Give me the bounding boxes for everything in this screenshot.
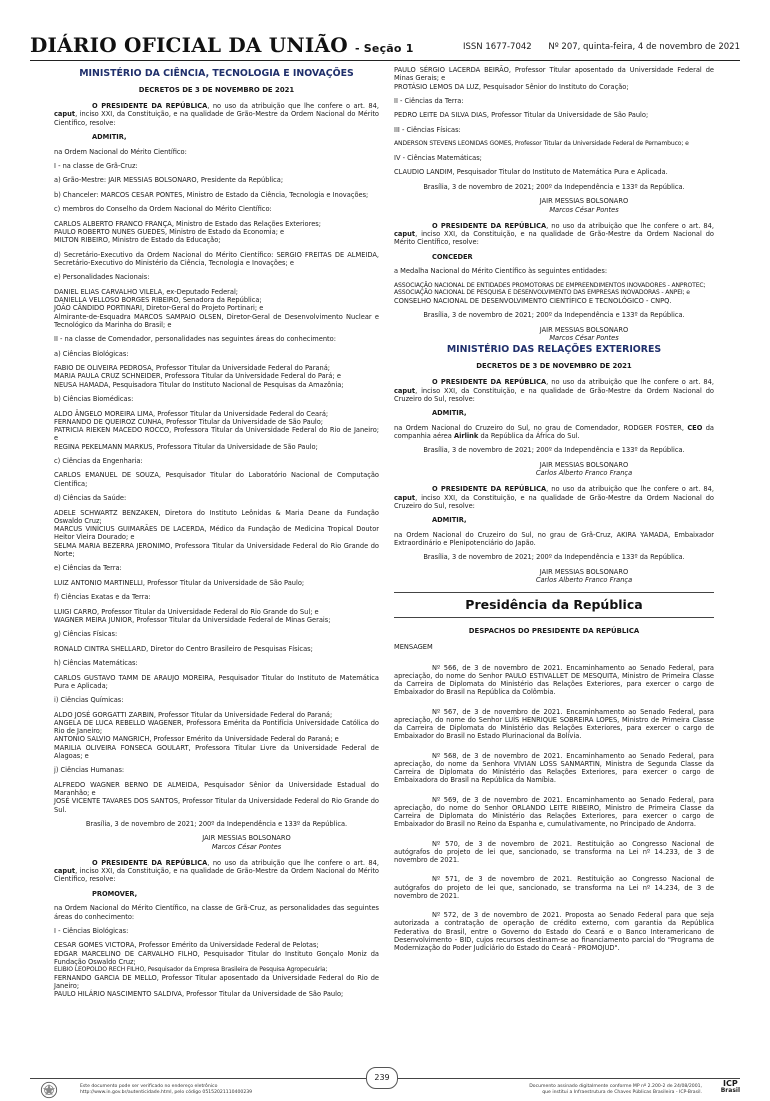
signature-minister: Marcos César Pontes xyxy=(549,205,619,214)
text-part: na Ordem Nacional do Cruzeiro do Sul, no grau de Comendador, RODGER FOSTER, xyxy=(394,423,684,432)
icp-logo-subtext: Brasil xyxy=(720,1087,740,1094)
text-part: da República da África do Sul. xyxy=(478,431,580,440)
list-item: FERNANDO GARCIA DE MELLO, Professor Titular aposentado da Universidade Federal do Rio de Janeiro; xyxy=(54,973,379,990)
signature-block xyxy=(114,834,379,851)
paragraph: c) Ciências da Engenharia: xyxy=(54,456,143,465)
list-item: PEDRO LEITE DA SILVA DIAS, Professor Titular da Universidade de São Paulo; xyxy=(394,111,649,120)
intro-bold: O PRESIDENTE DA REPÚBLICA xyxy=(432,221,547,230)
list-item: JOÃO CÂNDIDO PORTINARI, Diretor-Geral do Projeto Portinari; e xyxy=(54,304,264,313)
paragraph: a) Ciências Biológicas: xyxy=(54,349,129,358)
message-571: Nº 571, de 3 de novembro de 2021. Restituição ao Congresso Nacional de autógrafos do projeto de lei que, sancionado, se transforma na Lei nº 14.234, de 3 de novembro de 2021. xyxy=(394,875,714,900)
intro-end: , inciso XXI, da Constituição, e na qualidade de Grão-Mestre da Ordem Nacional do Cruzeiro do Sul, resolve: xyxy=(394,386,714,403)
verb-admitir: ADMITIR, xyxy=(432,516,467,525)
paragraph: j) Ciências Humanas: xyxy=(54,766,125,775)
message-570: Nº 570, de 3 de novembro de 2021. Restituição ao Congresso Nacional de autógrafos do projeto de lei que, sancionado, se transforma na Lei nº 14.233, de 3 de novembro de 2021. xyxy=(394,839,714,865)
list-item: DANIEL ELIAS CARVALHO VILELA, ex-Deputado Federal; xyxy=(54,287,239,296)
date-line: Brasília, 3 de novembro de 2021; 200º da Independência e 133º da República. xyxy=(423,311,685,320)
list-item: LUIGI CARRO, Professor Titular da Universidade Federal do Rio Grande do Sul; e xyxy=(54,607,319,616)
page-number: 239 xyxy=(366,1067,398,1089)
signature-minister: Marcos César Pontes xyxy=(549,333,619,342)
list-item: CARLOS ALBERTO FRANCO FRANÇA, Ministro de Estado das Relações Exteriores; xyxy=(54,219,321,228)
message-566: Nº 566, de 3 de novembro de 2021. Encaminhamento ao Senado Federal, para apreciação, do nome do Senhor PAULO ESTIVALLET DE MESQUITA, Ministro de Primeira Classe da Carreira de Diplomata do Ministério das Relações Exteriores, para exercer o cargo de Embaixador do Brasil na República da Colômbia. xyxy=(394,663,714,697)
list-item: MARCUS VINÍCIUS GUIMARÃES DE LACERDA, Médico da Fundação de Medicina Tropical Doutor Heitor Vieira Dourado; e xyxy=(54,525,379,542)
decree-title: DECRETOS DE 3 DE NOVEMBRO DE 2021 xyxy=(476,361,632,370)
signature-note xyxy=(529,1084,702,1096)
intro-rest: , no uso da atribuição que lhe confere o art. 84, xyxy=(546,485,714,494)
paragraph: na Ordem Nacional do Mérito Científico: xyxy=(54,147,187,156)
text-bold: Airlink xyxy=(453,431,479,440)
issn: ISSN 1677-7042 xyxy=(463,42,532,52)
verb-conceder: CONCEDER xyxy=(432,252,473,261)
date-line: Brasília, 3 de novembro de 2021; 200º da Independência e 133º da República. xyxy=(423,182,685,191)
intro-bold: O PRESIDENTE DA REPÚBLICA xyxy=(432,485,547,494)
paragraph: II - na classe de Comendador, personalidades nas seguintes áreas do conhecimento: xyxy=(54,335,336,344)
signature-note-line: Documento assinado digitalmente conforme MP nº 2.200-2 de 24/08/2001, xyxy=(529,1084,702,1089)
paragraph: I - Ciências Biológicas: xyxy=(54,926,129,935)
paragraph: f) Ciências Exatas e da Terra: xyxy=(54,593,151,602)
list-item: JOSÉ VICENTE TAVARES DOS SANTOS, Professor Titular da Universidade Federal do Rio Grande do Sul. xyxy=(54,797,379,814)
paragraph: I - na classe de Grã-Cruz: xyxy=(54,162,138,171)
list-item: NEUSA HAMADA, Pesquisadora Titular do Instituto Nacional de Pesquisas da Amazônia; xyxy=(54,380,344,389)
list-item: MARILIA OLIVEIRA FONSECA GOULART, Professora Titular Livre da Universidade Federal de Alagoas; e xyxy=(54,743,379,760)
signature-name: JAIR MESSIAS BOLSONARO xyxy=(539,567,629,576)
signature-minister: Carlos Alberto Franco França xyxy=(535,576,633,585)
decree-intro xyxy=(54,102,379,127)
list-item: ALDO ÂNGELO MOREIRA LIMA, Professor Titular da Universidade Federal do Ceará; xyxy=(54,409,329,418)
text-bold: CEO xyxy=(687,423,703,432)
signature-block xyxy=(454,326,714,343)
list-item: MILTON RIBEIRO, Ministro de Estado da Educação; xyxy=(54,236,221,245)
list-item: PROTÁSIO LEMOS DA LUZ, Pesquisador Sênior do Instituto do Coração; xyxy=(394,82,629,91)
intro-bold: O PRESIDENTE DA REPÚBLICA xyxy=(432,378,547,387)
list-item: ANDERSON STEVENS LEONIDAS GOMES, Professor Titular da Universidade Federal de Pernambuco; e xyxy=(394,140,689,148)
title-text: DIÁRIO OFICIAL DA UNIÃO xyxy=(30,33,348,57)
org-title-presidencia: Presidência da República xyxy=(394,592,714,618)
list-item: SELMA MARIA BEZERRA JERONIMO, Professora Titular da Universidade Federal do Rio Grande do Norte; xyxy=(54,541,379,558)
edition-info: Nº 207, quinta-feira, 4 de novembro de 2021 xyxy=(548,42,740,52)
intro-caput: caput xyxy=(54,867,76,876)
signature-block xyxy=(454,568,714,585)
paragraph: e) Ciências da Terra: xyxy=(54,564,122,573)
list-item: CARLOS EMANUEL DE SOUZA, Pesquisador Titular do Laboratório Nacional de Computação Científica; xyxy=(54,471,379,488)
coat-of-arms-icon xyxy=(40,1081,58,1099)
decree-title: DECRETOS DE 3 DE NOVEMBRO DE 2021 xyxy=(138,85,295,94)
list-item: LUIZ ANTONIO MARTINELLI, Professor Titular da Universidade de São Paulo; xyxy=(54,578,305,587)
paragraph: e) Personalidades Nacionais: xyxy=(54,273,150,282)
newspaper-title xyxy=(30,33,414,57)
list-item: ASSOCIAÇÃO NACIONAL DE PESQUISA E DESENVOLVIMENTO DAS EMPRESAS INOVADORAS - ANPEI; e xyxy=(394,289,690,297)
paragraph: II - Ciências da Terra: xyxy=(394,96,464,105)
list-item: DANIELLA VELLOSO BORGES RIBEIRO, Senadora da República; xyxy=(54,296,262,305)
intro-rest: , no uso da atribuição que lhe confere o art. 84, xyxy=(546,221,714,230)
intro-end: , inciso XXI, da Constituição, e na qualidade de Grão-Mestre da Ordem Nacional do Mérito Científico, resolve: xyxy=(54,867,379,884)
list-item: ASSOCIAÇÃO NACIONAL DE ENTIDADES PROMOTORAS DE EMPREENDIMENTOS INOVADORES - ANPROTEC; xyxy=(394,281,706,289)
list-item: ALFREDO WAGNER BERNO DE ALMEIDA, Pesquisador Sênior da Universidade Estadual do Maranhão; e xyxy=(54,780,379,798)
paragraph: d) Ciências da Saúde: xyxy=(54,494,127,503)
list-item: CESAR GOMES VICTORA, Professor Emérito da Universidade Federal de Pelotas; xyxy=(54,941,319,950)
icp-logo-text: ICP xyxy=(723,1079,738,1088)
list-item: CARLOS GUSTAVO TAMM DE ARAUJO MOREIRA, Pesquisador Titular do Instituto de Matemática Pura e Aplicada; xyxy=(54,673,379,690)
intro-bold: O PRESIDENTE DA REPÚBLICA xyxy=(92,858,208,867)
intro-rest: , no uso da atribuição que lhe confere o art. 84, xyxy=(207,858,379,867)
right-column xyxy=(394,66,714,959)
intro-end: , inciso XXI, da Constituição, e na qualidade de Grão-Mestre da Ordem Nacional do Mérito Científico, resolve: xyxy=(54,110,379,127)
list-item: PAULO SÉRGIO LACERDA BEIRÃO, Professor Titular aposentado da Universidade Federal de Minas Gerais; e xyxy=(394,66,714,83)
intro-bold: O PRESIDENTE DA REPÚBLICA xyxy=(92,102,208,111)
list-item: PAULO ROBERTO NUNES GUEDES, Ministro de Estado da Economia; e xyxy=(54,228,285,237)
page-footer xyxy=(30,1073,740,1101)
intro-caput: caput xyxy=(394,493,416,502)
mensagem-label: MENSAGEM xyxy=(394,643,433,652)
paragraph: a Medalha Nacional do Mérito Científico às seguintes entidades: xyxy=(394,267,608,276)
signature-minister: Carlos Alberto Franco França xyxy=(535,469,633,478)
list-item: PATRICIA RIEKEN MACEDO ROCCO, Professora Titular da Universidade Federal do Rio de Janeiro; e xyxy=(54,426,379,443)
verb-admitir: ADMITIR, xyxy=(432,409,467,418)
list-item: REGINA PEKELMANN MARKUS, Professora Titular da Universidade de São Paulo; xyxy=(54,442,318,451)
intro-caput: caput xyxy=(394,230,416,239)
intro-end: , inciso XXI, da Constituição, e na qualidade de Grão-Mestre da Ordem Nacional do Cruzeiro do Sul, resolve: xyxy=(394,493,714,510)
list-item: PAULO HILÁRIO NASCIMENTO SALDIVA, Professor Titular da Universidade de São Paulo; xyxy=(54,990,344,999)
signature-block xyxy=(454,461,714,478)
paragraph: a) Grão-Mestre: JAIR MESSIAS BOLSONARO, Presidente da República; xyxy=(54,176,284,185)
decree-intro xyxy=(394,222,714,247)
signature-block xyxy=(454,197,714,214)
paragraph: na Ordem Nacional do Mérito Científico, na classe de Grã-Cruz, as personalidades das seguintes áreas do conhecimento: xyxy=(54,904,379,921)
icp-brasil-logo xyxy=(721,1080,740,1094)
verb-promover: PROMOVER, xyxy=(92,889,138,898)
paragraph: h) Ciências Matemáticas: xyxy=(54,659,138,668)
page-header xyxy=(30,30,740,61)
paragraph: na Ordem Nacional do Cruzeiro do Sul, no grau de Grã-Cruz, AKIRA YAMADA, Embaixador Extraordinário e Plenipotenciário do Japão. xyxy=(394,530,714,547)
list-item: Almirante-de-Esquadra MARCOS SAMPAIO OLSEN, Diretor-Geral de Desenvolvimento Nuclear e Tecnológico da Marinha do Brasil; e xyxy=(54,312,379,329)
message-568: Nº 568, de 3 de novembro de 2021. Encaminhamento ao Senado Federal, para apreciação, do nome da Senhora VIVIAN LOSS SANMARTIN, Ministra de Segunda Classe da Carreira de Diplomata do Ministério das Relações Exteriores, para exercer o cargo de Embaixadora do Brasil na República da Namíbia. xyxy=(394,751,714,785)
paragraph: g) Ciências Físicas: xyxy=(54,630,118,639)
message-572: Nº 572, de 3 de novembro de 2021. Proposta ao Senado Federal para que seja autorizada a contratação de operação de crédito externo, com garantia da República Federativa do Brasil, entre o Governo do Estado do Ceará e o Banco Interamericano de Desenvolvimento - BID, cujos recursos destinam-se ao financiamento parcial do "Programa de Modernização do Poder Judiciário do Estado do Ceará - PROMOJUD". xyxy=(394,911,714,953)
paragraph: c) membros do Conselho da Ordem Nacional do Mérito Científico: xyxy=(54,205,272,214)
signature-name: JAIR MESSIAS BOLSONARO xyxy=(539,460,629,469)
list-item: ADELE SCHWARTZ BENZAKEN, Diretora do Instituto Leônidas & Maria Deane da Fundação Oswaldo Cruz; xyxy=(54,508,379,525)
text-part: da companhia aérea xyxy=(394,423,714,440)
signature-name: JAIR MESSIAS BOLSONARO xyxy=(539,197,629,206)
message-569: Nº 569, de 3 de novembro de 2021. Encaminhamento ao Senado Federal, para apreciação, do nome do Senhor ORLANDO LEITE RIBEIRO, Ministro de Primeira Classe da Carreira de Diplomata do Ministério das Relações Exteriores, para exercer o cargo de Embaixador do Brasil no Reino da Espanha e, cumulativamente, no Principado de Andorra. xyxy=(394,795,714,829)
verb-admitir: ADMITIR, xyxy=(92,133,127,142)
paragraph xyxy=(394,424,714,441)
verification-note xyxy=(80,1084,252,1096)
decree-intro xyxy=(394,485,714,510)
signature-name: JAIR MESSIAS BOLSONARO xyxy=(539,325,629,334)
paragraph: IV - Ciências Matemáticas; xyxy=(394,153,482,162)
list-item: CONSELHO NACIONAL DE DESENVOLVIMENTO CIENTÍFICO E TECNOLÓGICO - CNPQ. xyxy=(394,296,672,305)
list-item: EDGAR MARCELINO DE CARVALHO FILHO, Pesquisador Titular do Instituto Gonçalo Moniz da Fundação Oswaldo Cruz; xyxy=(54,949,379,966)
message-567: Nº 567, de 3 de novembro de 2021. Encaminhamento ao Senado Federal, para apreciação, do nome do Senhor LUÍS HENRIQUE SOBREIRA LOPES, Ministro de Primeira Classe da Carreira de Diplomata do Ministério das Relações Exteriores, para exercer o cargo de Embaixador do Brasil no Estado Plurinacional da Bolívia. xyxy=(394,707,714,741)
signature-note-line: que institui a Infraestrutura de Chaves Públicas Brasileira - ICP-Brasil. xyxy=(542,1089,702,1095)
intro-rest: , no uso da atribuição que lhe confere o art. 84, xyxy=(546,378,714,387)
signature-minister: Marcos César Pontes xyxy=(211,842,282,851)
date-line: Brasília, 3 de novembro de 2021; 200º da Independência e 133º da República. xyxy=(423,553,685,562)
section-label: - Seção 1 xyxy=(355,42,414,55)
intro-caput: caput xyxy=(394,386,416,395)
verification-link[interactable]: http://www.in.gov.br/autenticidade.html, pelo código 05152021110400239 xyxy=(80,1089,253,1095)
list-item: ALDO JOSÉ GORGATTI ZARBIN, Professor Titular da Universidade Federal do Paraná; xyxy=(54,710,333,719)
list-item: RONALD CINTRA SHELLARD, Diretor do Centro Brasileiro de Pesquisas Físicas; xyxy=(54,644,313,653)
paragraph: b) Ciências Biomédicas: xyxy=(54,395,134,404)
paragraph: III - Ciências Físicas: xyxy=(394,125,461,134)
org-title-mre: MINISTÉRIO DAS RELAÇÕES EXTERIORES xyxy=(446,344,662,356)
paragraph: d) Secretário-Executivo da Ordem Nacional do Mérito Científico: SERGIO FREITAS DE ALMEIDA, Secretário-Executivo do Ministério da Ciência, Tecnologia e Inovações; e xyxy=(54,250,379,267)
list-item: ELIBIO LEOPOLDO RECH FILHO, Pesquisador da Empresa Brasileira de Pesquisa Agropecuária; xyxy=(54,966,328,974)
paragraph: i) Ciências Químicas: xyxy=(54,696,124,705)
intro-rest: , no uso da atribuição que lhe confere o art. 84, xyxy=(207,102,379,111)
intro-end: , inciso XXI, da Constituição, e na qualidade de Grão-Mestre da Ordem Nacional do Mérito Científico, resolve: xyxy=(394,230,714,247)
decree-intro xyxy=(394,378,714,403)
date-line: Brasília, 3 de novembro de 2021; 200º da Independência e 133º da República. xyxy=(85,819,348,828)
left-column xyxy=(54,66,379,998)
despachos-title: DESPACHOS DO PRESIDENTE DA REPÚBLICA xyxy=(468,626,640,635)
list-item: FABIO DE OLIVEIRA PEDROSA, Professor Titular da Universidade Federal do Paraná; xyxy=(54,364,331,373)
list-item: ANTONIO SALVIO MANGRICH, Professor Emérito da Universidade Federal do Paraná; e xyxy=(54,735,339,744)
date-line: Brasília, 3 de novembro de 2021; 200º da Independência e 133º da República. xyxy=(423,446,685,455)
list-item: ANGELA DE LUCA REBELLO WAGENER, Professora Emérita da Pontifícia Universidade Católica do Rio de Janeiro; xyxy=(54,718,379,736)
verification-line: Este documento pode ser verificado no endereço eletrônico xyxy=(80,1084,218,1089)
list-item: WAGNER MEIRA JUNIOR, Professor Titular da Universidade Federal de Minas Gerais; xyxy=(54,615,331,624)
list-item: CLAUDIO LANDIM, Pesquisador Titular do Instituto de Matemática Pura e Aplicada. xyxy=(394,168,668,177)
paragraph: b) Chanceler: MARCOS CESAR PONTES, Ministro de Estado da Ciência, Tecnologia e Inovações; xyxy=(54,190,369,199)
org-title-mcti: MINISTÉRIO DA CIÊNCIA, TECNOLOGIA E INOVAÇÕES xyxy=(79,68,354,79)
intro-caput: caput xyxy=(54,110,76,119)
signature-name: JAIR MESSIAS BOLSONARO xyxy=(202,834,291,843)
decree-intro xyxy=(54,859,379,884)
list-item: FERNANDO DE QUEIROZ CUNHA, Professor Titular da Universidade de São Paulo; xyxy=(54,417,324,426)
list-item: MARIA PAULA CRUZ SCHNEIDER, Professora Titular da Universidade Federal do Pará; e xyxy=(54,372,341,381)
